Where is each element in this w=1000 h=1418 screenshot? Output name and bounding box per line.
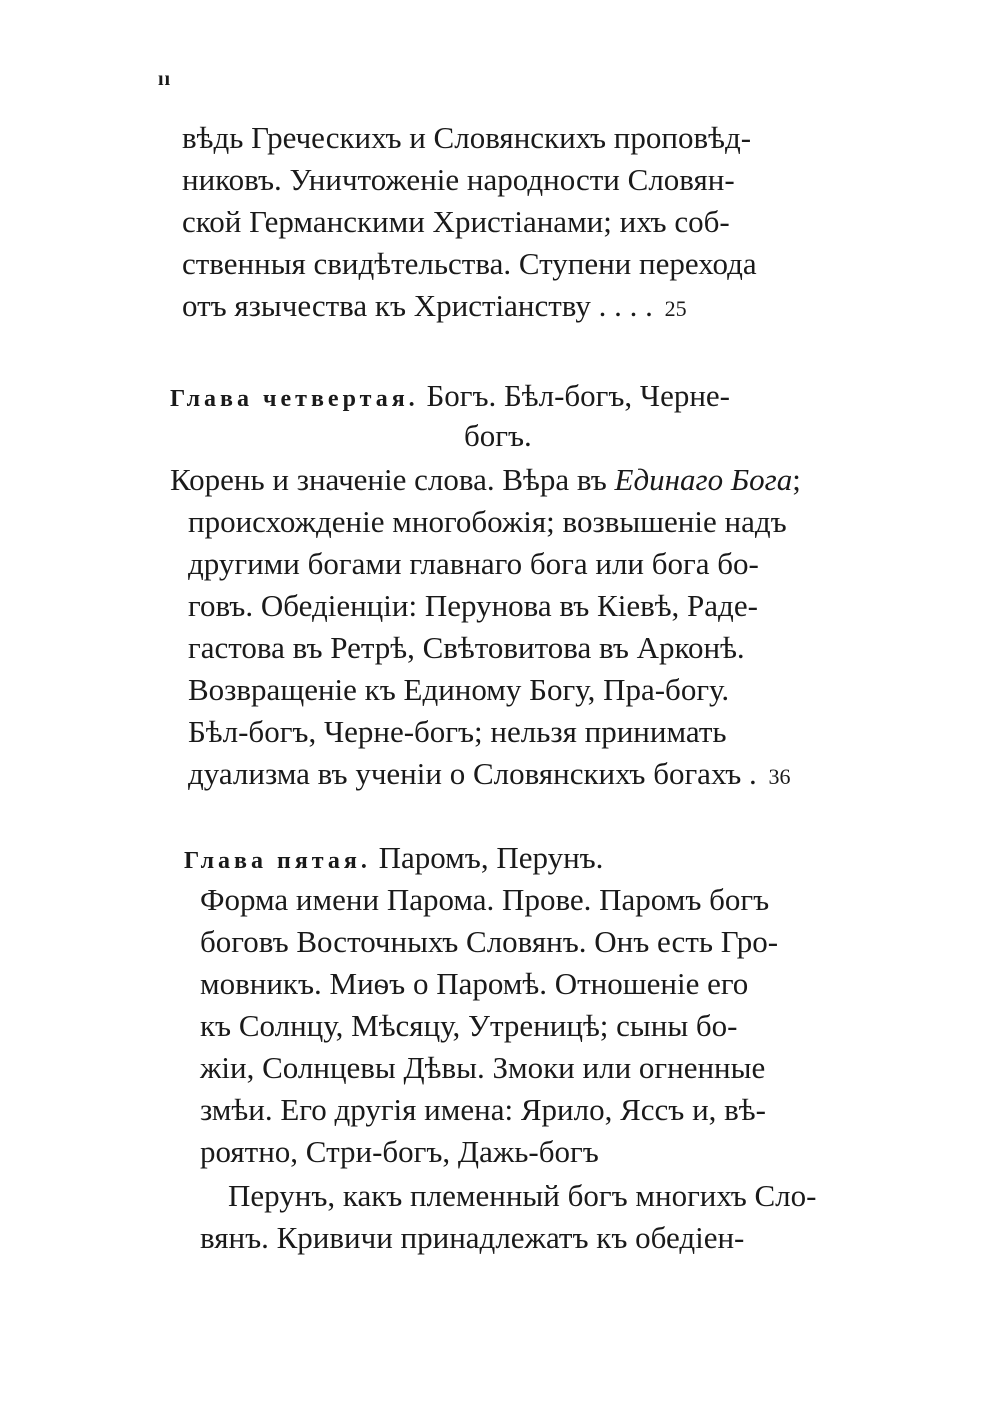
chapter-title: Богъ. Бѣл-богъ, Черне- [426,378,731,413]
chapter-label: Глава пятая. [184,848,371,874]
toc-line-text: Корень и значеніе слова. Вѣра въ [170,462,615,497]
toc-line [188,754,791,797]
toc-line [170,460,801,500]
chapter-heading [170,376,730,419]
toc-line: мовникъ. Миѳъ о Паромѣ. Отношеніе его [200,966,749,1001]
chapter-label: Глава четвертая. [170,386,419,412]
toc-line-text: дуализма въ ученіи о Словянскихъ богахъ . [188,756,757,791]
toc-line: Перунъ, какъ племенный богъ многихъ Сло- [228,1178,817,1213]
toc-line [182,286,687,329]
toc-line: происхожденіе многобожія; возвышеніе надъ [188,504,787,539]
toc-line-italic: Единаго Бога [614,462,793,497]
toc-line: другими богами главнаго бога или бога бо- [188,546,759,581]
toc-line: Бѣл-богъ, Черне-богъ; нельзя принимать [188,714,727,749]
toc-line: вѣдь Греческихъ и Словянскихъ проповѣд- [182,120,752,155]
toc-line: роятно, Стри-богъ, Дажь-богъ [200,1134,599,1169]
toc-line: къ Солнцу, Мѣсяцу, Утреницѣ; сыны бо- [200,1008,738,1043]
toc-line: змѣи. Его другія имена: Ярило, Яссъ и, вѣ- [200,1092,766,1127]
toc-line: гастова въ Ретрѣ, Свѣтовитова въ Арконѣ. [188,630,745,665]
page-reference: 36 [768,764,791,789]
page-number: ıı [158,68,172,90]
toc-line: Форма имени Парома. Прове. Паромъ богъ [200,882,770,917]
toc-line: говъ. Обедіенціи: Перунова въ Кіевѣ, Раде- [188,588,758,623]
toc-line: никовъ. Уничтоженіе народности Словян- [182,162,735,197]
chapter-heading [184,838,603,881]
toc-line: Возвращеніе къ Единому Богу, Пра-богу. [188,672,730,707]
chapter-title: Паромъ, Перунъ. [378,840,604,875]
toc-line: боговъ Восточныхъ Словянъ. Онъ есть Гро- [200,924,779,959]
toc-line: жіи, Солнцевы Дѣвы. Змоки или огненные [200,1050,766,1085]
toc-line: ской Германскими Христіанами; ихъ соб- [182,204,730,239]
toc-line-text: ; [792,462,801,497]
page-reference: 25 [664,296,687,321]
chapter-title-continuation: богъ. [464,418,532,453]
toc-line-text: отъ язычества къ Христіанству . . . . [182,288,653,323]
toc-line: ственныя свидѣтельства. Ступени перехода [182,246,757,281]
toc-line: вянъ. Кривичи принадлежатъ къ обедіен- [200,1220,745,1255]
